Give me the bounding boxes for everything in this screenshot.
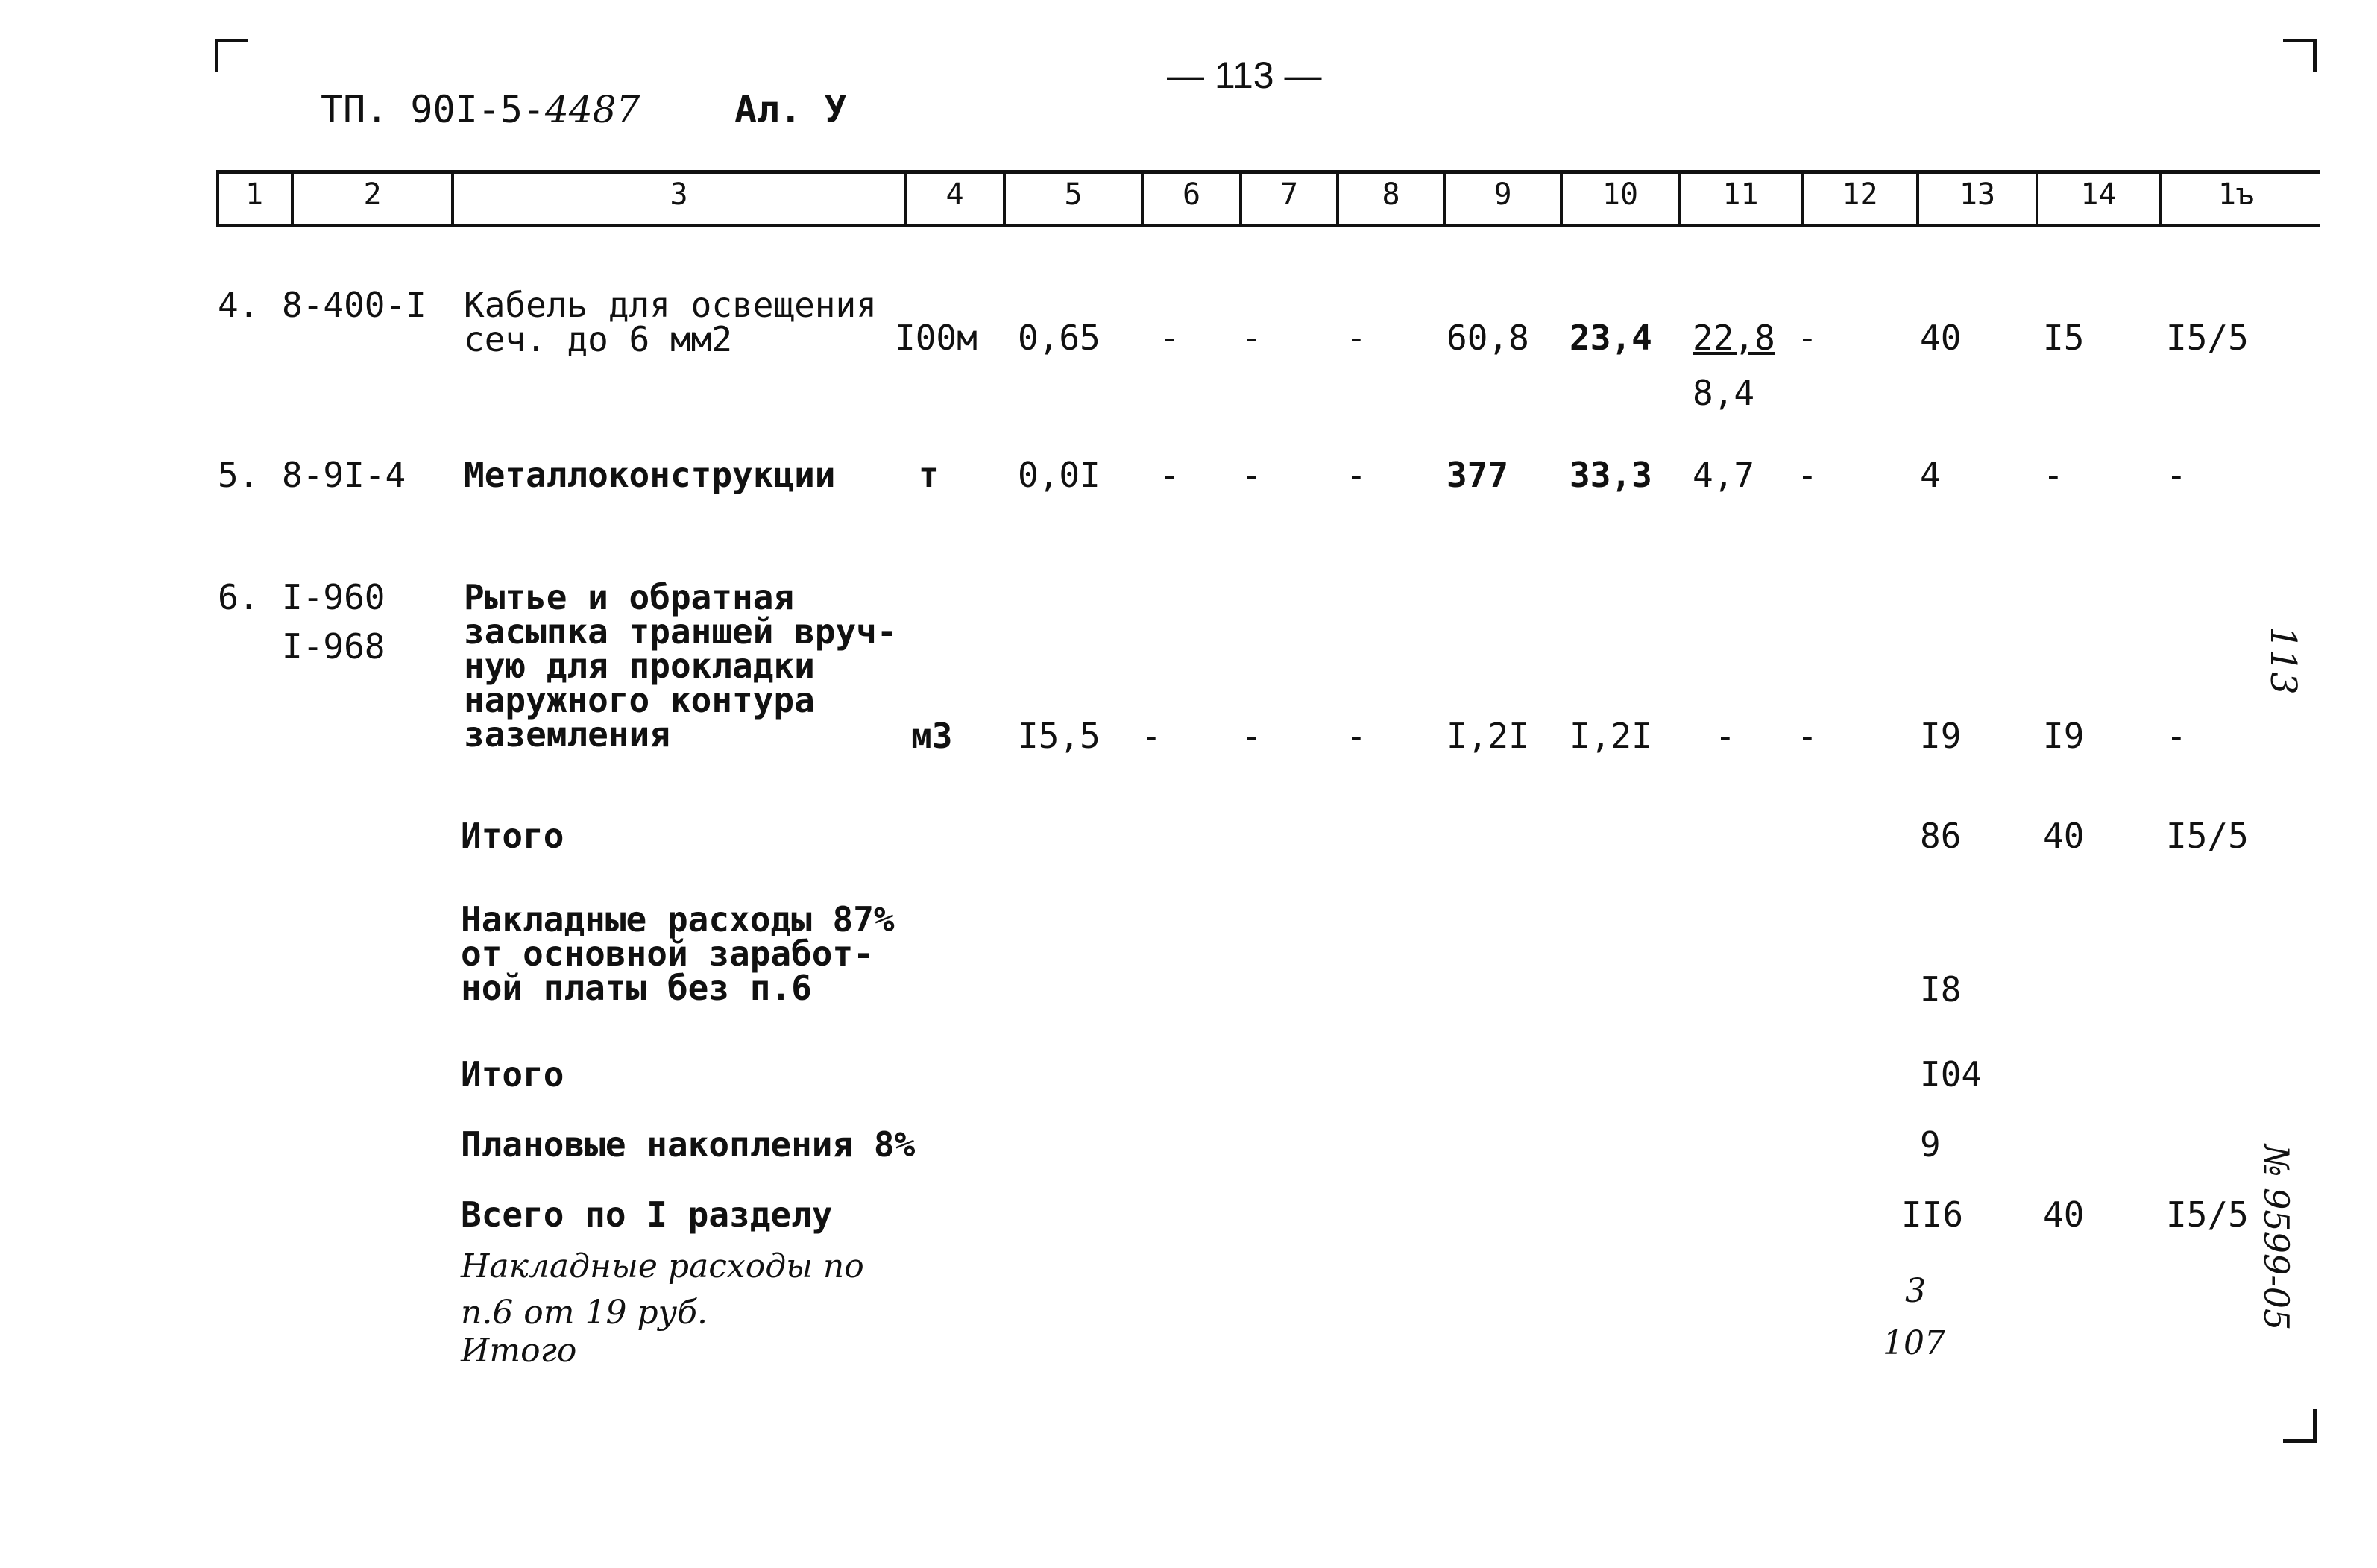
- rate-code: I-960: [282, 577, 385, 617]
- doc-code: [321, 88, 640, 131]
- cell-col8: -: [1346, 455, 1367, 495]
- column-number: 8: [1382, 177, 1400, 212]
- column-number: 1ъ: [2217, 177, 2255, 212]
- quantity: I5,5: [1018, 716, 1101, 756]
- summary-col13: I04: [1920, 1054, 1983, 1095]
- handwritten-total-label: Итого: [461, 1332, 577, 1370]
- summary-col15: I5/5: [2166, 1194, 2249, 1235]
- unit: I00м: [895, 318, 977, 358]
- corner-mark-top-left: [215, 39, 248, 72]
- column-number: 5: [1064, 177, 1083, 212]
- cell-col11: -: [1715, 716, 1736, 756]
- cell-col7: -: [1241, 455, 1262, 495]
- summary-label: Итого: [461, 816, 564, 856]
- handwritten-note: Накладные расходы по п.6 от 19 руб.: [461, 1247, 864, 1332]
- summary-col13: 9: [1920, 1124, 1941, 1165]
- cell-col14: -: [2043, 455, 2064, 495]
- archive-stamp-number: № 9599-05: [2256, 1144, 2296, 1331]
- unit: т: [919, 455, 939, 495]
- doc-code-prefix: ТП. 90I-5-: [321, 88, 546, 131]
- cell-col12: -: [1797, 318, 1818, 358]
- column-number: 2: [363, 177, 382, 212]
- margin-page-number: 113: [2262, 626, 2304, 695]
- summary-label: Всего по I разделу: [461, 1194, 833, 1235]
- cell-col11-second: 8,4: [1693, 373, 1755, 413]
- cell-col6: -: [1141, 716, 1162, 756]
- row-number: 6.: [218, 577, 259, 617]
- column-number: 14: [2080, 177, 2117, 212]
- unit: м3: [911, 716, 953, 756]
- doc-code-handwritten: 4487: [545, 88, 640, 131]
- column-number: 9: [1493, 177, 1512, 212]
- summary-col13: 86: [1920, 816, 1962, 856]
- row-number: 5.: [218, 455, 259, 495]
- page-number: — 113 —: [1167, 54, 1322, 96]
- column-number: 7: [1279, 177, 1299, 212]
- cell-col10: I,2I: [1570, 716, 1652, 756]
- cell-col10: 33,3: [1570, 455, 1652, 495]
- summary-label: Накладные расходы 87% от основной заработ- ной платы без п.6: [461, 899, 895, 1008]
- column-number: 1: [245, 177, 264, 212]
- column-number: 3: [670, 177, 688, 212]
- cell-col11: 4,7: [1693, 455, 1755, 495]
- cell-col8: -: [1346, 716, 1367, 756]
- cell-col11: 22,8: [1693, 318, 1775, 358]
- cell-col13: I9: [1920, 716, 1962, 756]
- cell-col15: -: [2166, 455, 2187, 495]
- cell-col6: -: [1159, 455, 1180, 495]
- cell-col13: 4: [1920, 455, 1941, 495]
- column-number: 6: [1182, 177, 1201, 212]
- column-number: 4: [945, 177, 964, 212]
- work-name: Металлоконструкции: [464, 455, 836, 495]
- sheet-label: Ал. У: [734, 88, 847, 131]
- header-bottom-rule: [216, 224, 2320, 227]
- header-top-rule: [216, 170, 2320, 174]
- rate-code: 8-9I-4: [282, 455, 406, 495]
- cell-col15: I5/5: [2166, 318, 2249, 358]
- corner-mark-top-right: [2283, 39, 2317, 72]
- cell-col7: -: [1241, 716, 1262, 756]
- cell-col14: I5: [2043, 318, 2085, 358]
- cell-col9: 60,8: [1446, 318, 1529, 358]
- column-number: 13: [1959, 177, 1996, 212]
- rate-code-second: I-968: [282, 626, 385, 667]
- work-name: Кабель для освещения сеч. до 6 мм2: [464, 285, 877, 359]
- work-name: Рытье и обратная засыпка траншей вруч- ную для прокладки наружного контура заземления: [464, 577, 898, 755]
- column-number: 11: [1722, 177, 1759, 212]
- cell-col7: -: [1241, 318, 1262, 358]
- cell-col14: I9: [2043, 716, 2085, 756]
- cell-col10: 23,4: [1570, 318, 1652, 358]
- summary-col14: 40: [2043, 816, 2085, 856]
- cell-col12: -: [1797, 455, 1818, 495]
- cell-col9: 377: [1446, 455, 1509, 495]
- summary-col13: I8: [1920, 969, 1962, 1010]
- cell-col8: -: [1346, 318, 1367, 358]
- column-number: 10: [1602, 177, 1639, 212]
- summary-col15: I5/5: [2166, 816, 2249, 856]
- cell-col13: 40: [1920, 318, 1962, 358]
- cell-col6: -: [1159, 318, 1180, 358]
- cell-col12: -: [1797, 716, 1818, 756]
- quantity: 0,65: [1018, 318, 1101, 358]
- summary-col13: II6: [1901, 1194, 1964, 1235]
- corner-mark-bottom-right: [2283, 1409, 2317, 1443]
- summary-col14: 40: [2043, 1194, 2085, 1235]
- summary-label: Плановые накопления 8%: [461, 1124, 916, 1165]
- quantity: 0,0I: [1018, 455, 1101, 495]
- cell-col15: -: [2166, 716, 2187, 756]
- row-number: 4.: [218, 285, 259, 325]
- rate-code: 8-400-I: [282, 285, 426, 325]
- cell-col9: I,2I: [1446, 716, 1529, 756]
- summary-label: Итого: [461, 1054, 564, 1095]
- handwritten-note-value: 3: [1905, 1272, 1926, 1310]
- handwritten-total-value: 107: [1883, 1324, 1945, 1362]
- column-number: 12: [1842, 177, 1878, 212]
